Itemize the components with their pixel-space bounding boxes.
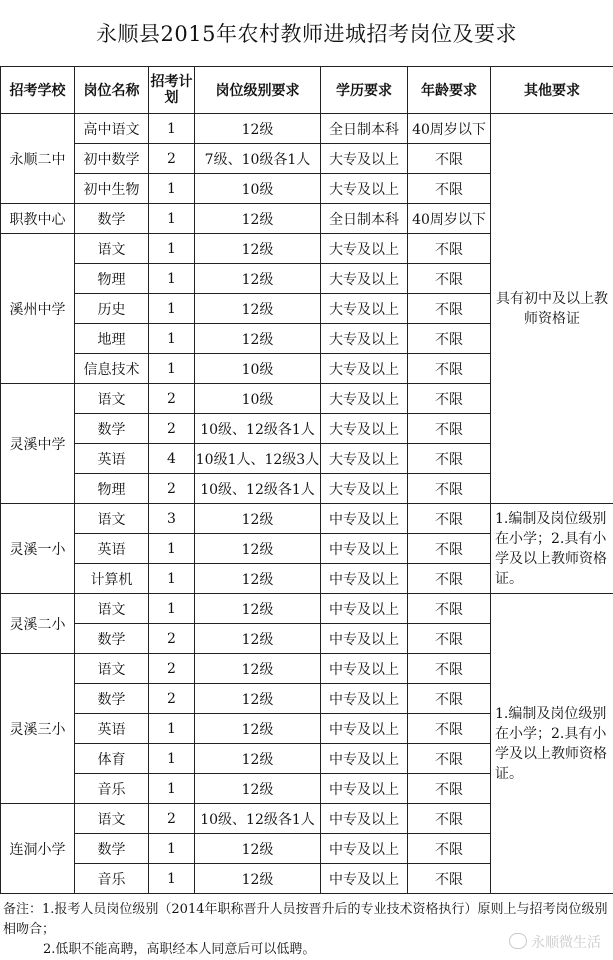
age-cell: 不限 — [408, 384, 491, 414]
position-cell: 地理 — [75, 324, 149, 354]
position-cell: 语文 — [75, 504, 149, 534]
grade-cell: 12级 — [195, 114, 321, 144]
school-cell: 灵溪一小 — [1, 504, 75, 594]
age-cell: 不限 — [408, 774, 491, 804]
table-row — [1, 594, 613, 624]
education-cell: 中专及以上 — [321, 624, 408, 654]
plan-cell: 1 — [149, 834, 195, 864]
position-cell: 音乐 — [75, 864, 149, 894]
position-cell: 数学 — [75, 684, 149, 714]
education-cell: 大专及以上 — [321, 264, 408, 294]
education-cell: 中专及以上 — [321, 564, 408, 594]
position-cell: 英语 — [75, 714, 149, 744]
school-cell: 永顺二中 — [1, 114, 75, 204]
education-cell: 中专及以上 — [321, 684, 408, 714]
age-cell: 不限 — [408, 564, 491, 594]
header-other: 其他要求 — [491, 67, 613, 114]
plan-cell: 1 — [149, 864, 195, 894]
age-cell: 不限 — [408, 594, 491, 624]
position-cell: 数学 — [75, 834, 149, 864]
header-school: 招考学校 — [1, 67, 75, 114]
plan-cell: 1 — [149, 354, 195, 384]
page-title: 永顺县2015年农村教师进城招考岗位及要求 — [0, 6, 613, 62]
plan-cell: 2 — [149, 384, 195, 414]
age-cell: 40周岁以下 — [408, 204, 491, 234]
other-requirement-cell: 1.编制及岗位级别在小学；2.具有小学及以上教师资格证。 — [491, 504, 613, 594]
grade-cell: 12级 — [195, 684, 321, 714]
plan-cell: 2 — [149, 804, 195, 834]
education-cell: 中专及以上 — [321, 504, 408, 534]
remarks-line-1: 备注：1.报考人员岗位级别（2014年职称晋升人员按晋升后的专业技术资格执行）原则上与招考岗位级别相吻合； — [3, 900, 609, 940]
school-cell: 灵溪三小 — [1, 654, 75, 804]
age-cell: 不限 — [408, 834, 491, 864]
other-requirement-cell: 具有初中及以上教师资格证 — [491, 114, 613, 504]
education-cell: 大专及以上 — [321, 234, 408, 264]
age-cell: 40周岁以下 — [408, 114, 491, 144]
header-grade: 岗位级别要求 — [195, 67, 321, 114]
education-cell: 大专及以上 — [321, 324, 408, 354]
position-cell: 历史 — [75, 294, 149, 324]
position-cell: 数学 — [75, 414, 149, 444]
grade-cell: 10级 — [195, 354, 321, 384]
position-cell: 计算机 — [75, 564, 149, 594]
position-cell: 初中数学 — [75, 144, 149, 174]
grade-cell: 12级 — [195, 294, 321, 324]
plan-cell: 2 — [149, 474, 195, 504]
grade-cell: 10级 — [195, 384, 321, 414]
grade-cell: 12级 — [195, 264, 321, 294]
position-cell: 物理 — [75, 264, 149, 294]
grade-cell: 12级 — [195, 864, 321, 894]
plan-cell: 1 — [149, 234, 195, 264]
recruitment-table — [0, 66, 613, 894]
plan-cell: 2 — [149, 684, 195, 714]
header-education: 学历要求 — [321, 67, 408, 114]
position-cell: 数学 — [75, 204, 149, 234]
grade-cell: 12级 — [195, 744, 321, 774]
education-cell: 中专及以上 — [321, 714, 408, 744]
grade-cell: 10级、12级各1人 — [195, 414, 321, 444]
school-cell: 灵溪中学 — [1, 384, 75, 504]
education-cell: 大专及以上 — [321, 414, 408, 444]
watermark — [509, 932, 601, 952]
school-cell: 灵溪二小 — [1, 594, 75, 654]
grade-cell: 12级 — [195, 594, 321, 624]
education-cell: 中专及以上 — [321, 654, 408, 684]
age-cell: 不限 — [408, 294, 491, 324]
grade-cell: 10级1人、12级3人 — [195, 444, 321, 474]
age-cell: 不限 — [408, 804, 491, 834]
plan-cell: 1 — [149, 594, 195, 624]
grade-cell: 12级 — [195, 774, 321, 804]
plan-cell: 2 — [149, 414, 195, 444]
age-cell: 不限 — [408, 624, 491, 654]
grade-cell: 12级 — [195, 504, 321, 534]
age-cell: 不限 — [408, 864, 491, 894]
grade-cell: 12级 — [195, 204, 321, 234]
position-cell: 语文 — [75, 384, 149, 414]
age-cell: 不限 — [408, 234, 491, 264]
education-cell: 中专及以上 — [321, 774, 408, 804]
header-age: 年龄要求 — [408, 67, 491, 114]
position-cell: 语文 — [75, 234, 149, 264]
plan-cell: 1 — [149, 324, 195, 354]
position-cell: 音乐 — [75, 774, 149, 804]
age-cell: 不限 — [408, 444, 491, 474]
education-cell: 中专及以上 — [321, 804, 408, 834]
position-cell: 语文 — [75, 594, 149, 624]
position-cell: 信息技术 — [75, 354, 149, 384]
age-cell: 不限 — [408, 174, 491, 204]
age-cell: 不限 — [408, 744, 491, 774]
age-cell: 不限 — [408, 714, 491, 744]
age-cell: 不限 — [408, 354, 491, 384]
plan-cell: 1 — [149, 174, 195, 204]
education-cell: 大专及以上 — [321, 174, 408, 204]
header-position: 岗位名称 — [75, 67, 149, 114]
plan-cell: 2 — [149, 624, 195, 654]
plan-cell: 1 — [149, 294, 195, 324]
age-cell: 不限 — [408, 684, 491, 714]
other-requirement-cell: 1.编制及岗位级别在小学；2.具有小学及以上教师资格证。 — [491, 594, 613, 894]
education-cell: 中专及以上 — [321, 864, 408, 894]
plan-cell: 1 — [149, 714, 195, 744]
plan-cell: 1 — [149, 564, 195, 594]
age-cell: 不限 — [408, 414, 491, 444]
table-row — [1, 114, 613, 144]
plan-cell: 3 — [149, 504, 195, 534]
position-cell: 数学 — [75, 624, 149, 654]
education-cell: 大专及以上 — [321, 144, 408, 174]
plan-cell: 2 — [149, 144, 195, 174]
plan-cell: 1 — [149, 744, 195, 774]
grade-cell: 12级 — [195, 234, 321, 264]
school-cell: 溪州中学 — [1, 234, 75, 384]
age-cell: 不限 — [408, 264, 491, 294]
header-plan: 招考计划 — [149, 67, 195, 114]
education-cell: 中专及以上 — [321, 534, 408, 564]
school-cell: 连洞小学 — [1, 804, 75, 894]
grade-cell: 10级 — [195, 174, 321, 204]
position-cell: 高中语文 — [75, 114, 149, 144]
position-cell: 初中生物 — [75, 174, 149, 204]
plan-cell: 1 — [149, 204, 195, 234]
grade-cell: 12级 — [195, 534, 321, 564]
age-cell: 不限 — [408, 324, 491, 354]
plan-cell: 1 — [149, 534, 195, 564]
plan-cell: 1 — [149, 774, 195, 804]
grade-cell: 12级 — [195, 564, 321, 594]
grade-cell: 12级 — [195, 834, 321, 864]
grade-cell: 7级、10级各1人 — [195, 144, 321, 174]
position-cell: 语文 — [75, 804, 149, 834]
plan-cell: 4 — [149, 444, 195, 474]
age-cell: 不限 — [408, 654, 491, 684]
table-header-row — [1, 67, 613, 114]
education-cell: 全日制本科 — [321, 114, 408, 144]
age-cell: 不限 — [408, 474, 491, 504]
education-cell: 中专及以上 — [321, 834, 408, 864]
grade-cell: 10级、12级各1人 — [195, 474, 321, 504]
plan-cell: 2 — [149, 654, 195, 684]
education-cell: 大专及以上 — [321, 474, 408, 504]
grade-cell: 12级 — [195, 324, 321, 354]
education-cell: 大专及以上 — [321, 354, 408, 384]
grade-cell: 12级 — [195, 714, 321, 744]
education-cell: 全日制本科 — [321, 204, 408, 234]
remarks-line-2: 2.低职不能高聘，高职经本人同意后可以低聘。 — [3, 940, 609, 960]
position-cell: 语文 — [75, 654, 149, 684]
position-cell: 英语 — [75, 534, 149, 564]
education-cell: 大专及以上 — [321, 294, 408, 324]
grade-cell: 12级 — [195, 624, 321, 654]
education-cell: 中专及以上 — [321, 594, 408, 624]
position-cell: 体育 — [75, 744, 149, 774]
education-cell: 大专及以上 — [321, 384, 408, 414]
plan-cell: 1 — [149, 114, 195, 144]
age-cell: 不限 — [408, 534, 491, 564]
plan-cell: 1 — [149, 264, 195, 294]
position-cell: 物理 — [75, 474, 149, 504]
grade-cell: 12级 — [195, 654, 321, 684]
education-cell: 中专及以上 — [321, 744, 408, 774]
grade-cell: 10级、12级各1人 — [195, 804, 321, 834]
table-row — [1, 504, 613, 534]
watermark-text: 永顺微生活 — [531, 935, 601, 951]
age-cell: 不限 — [408, 504, 491, 534]
education-cell: 大专及以上 — [321, 444, 408, 474]
wechat-icon — [509, 933, 527, 949]
school-cell: 职教中心 — [1, 204, 75, 234]
position-cell: 英语 — [75, 444, 149, 474]
age-cell: 不限 — [408, 144, 491, 174]
